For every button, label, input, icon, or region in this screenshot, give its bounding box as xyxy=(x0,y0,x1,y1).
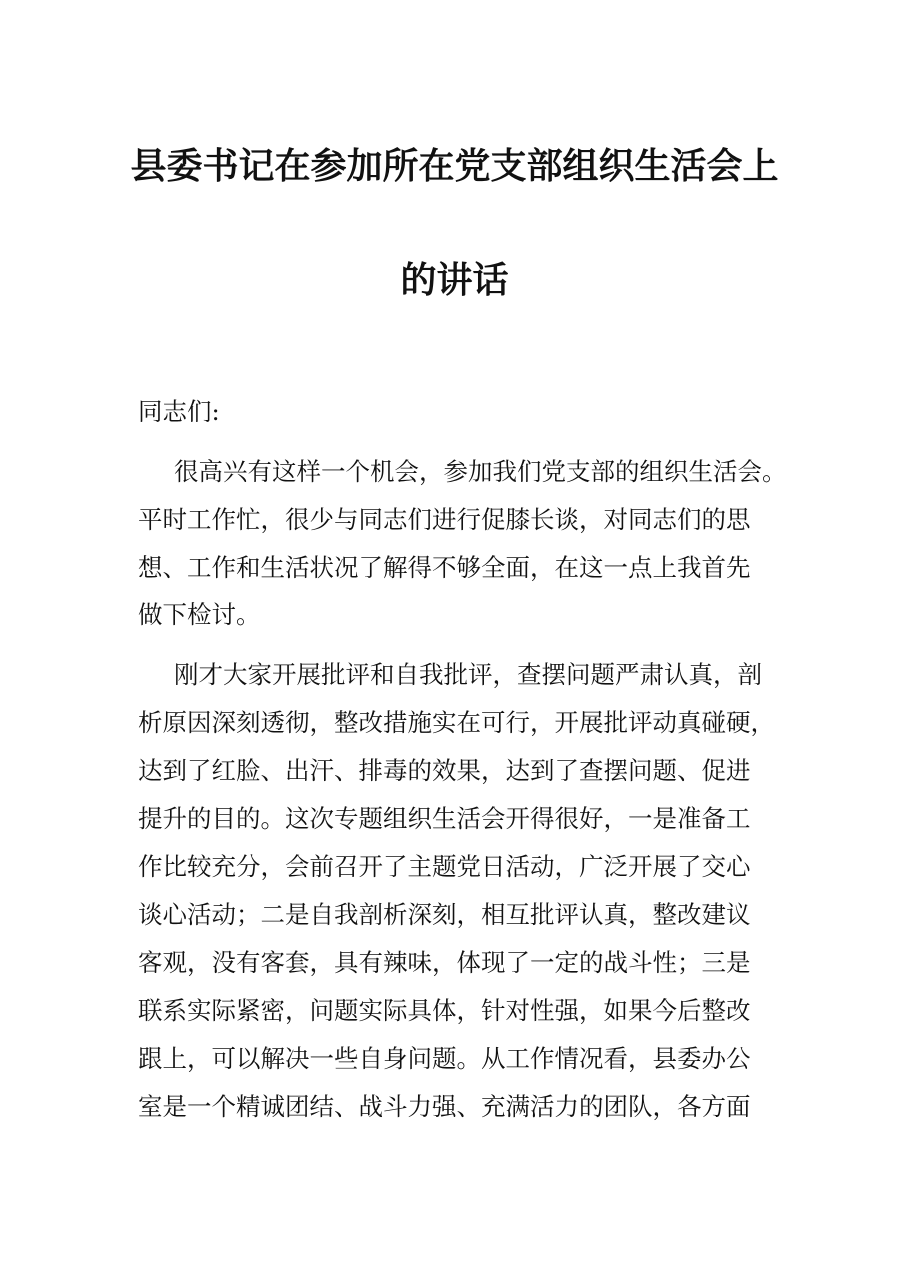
paragraph-2-line-10: 室是一个精诚团结、战斗力强、充满活力的团队，各方面 xyxy=(138,1092,751,1121)
paragraph-1-line-1: 很高兴有这样一个机会，参加我们党支部的组织生活会。 xyxy=(174,457,787,486)
paragraph-1-line-2: 平时工作忙，很少与同志们进行促膝长谈，对同志们的思 xyxy=(138,505,751,534)
paragraph-2-line-2: 析原因深刻透彻，整改措施实在可行，开展批评动真碰硬， xyxy=(138,708,775,737)
paragraph-2-line-3: 达到了红脸、出汗、排毒的效果，达到了查摆问题、促进 xyxy=(138,756,751,785)
paragraph-2-line-8: 联系实际紧密，问题实际具体，针对性强，如果今后整改 xyxy=(138,996,751,1025)
document-title-line-2: 的讲话 xyxy=(400,259,509,301)
document-title-line-1: 县委书记在参加所在党支部组织生活会上 xyxy=(130,145,779,187)
paragraph-2-line-4: 提升的目的。这次专题组织生活会开得很好，一是准备工 xyxy=(138,804,751,833)
paragraph-2-line-7: 客观，没有客套，具有辣味，体现了一定的战斗性；三是 xyxy=(138,948,751,977)
paragraph-2-line-5: 作比较充分，会前召开了主题党日活动，广泛开展了交心 xyxy=(138,852,751,881)
paragraph-2-line-1: 刚才大家开展批评和自我批评，查摆问题严肃认真，剖 xyxy=(174,660,762,689)
paragraph-1-line-3: 想、工作和生活状况了解得不够全面，在这一点上我首先 xyxy=(138,553,751,582)
paragraph-2-line-6: 谈心活动；二是自我剖析深刻，相互批评认真，整改建议 xyxy=(138,900,751,929)
salutation: 同志们: xyxy=(138,397,220,426)
paragraph-2-line-9: 跟上，可以解决一些自身问题。从工作情况看，县委办公 xyxy=(138,1044,751,1073)
paragraph-1-line-4: 做下检讨。 xyxy=(138,600,261,629)
